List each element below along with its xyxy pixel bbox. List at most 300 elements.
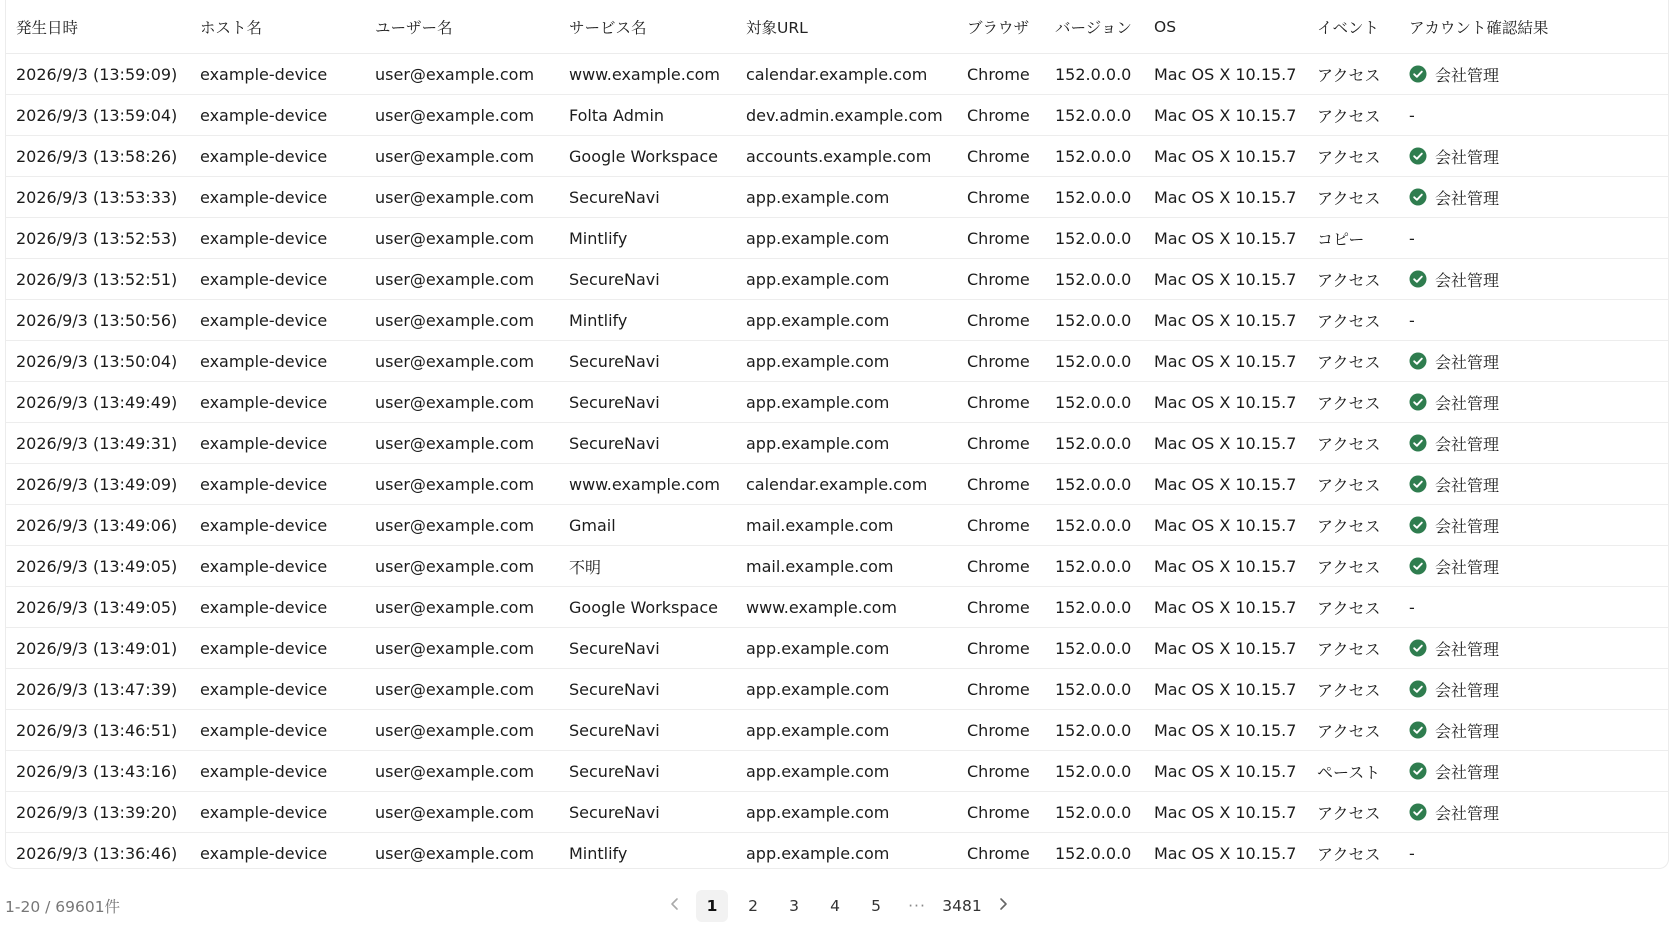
- cell-os: Mac OS X 10.15.7: [1144, 218, 1307, 259]
- account-result-label: 会社管理: [1435, 516, 1500, 536]
- column-header-url[interactable]: 対象URL: [736, 0, 957, 54]
- cell-occurred-at: 2026/9/3 (13:49:01): [6, 628, 190, 669]
- cell-version: 152.0.0.0: [1045, 136, 1144, 177]
- cell-account-result: [1399, 136, 1669, 177]
- check-circle-icon: [1409, 639, 1427, 657]
- account-result: [1409, 833, 1669, 869]
- cell-occurred-at: 2026/9/3 (13:59:09): [6, 54, 190, 95]
- cell-service: www.example.com: [559, 54, 736, 95]
- page-button-4[interactable]: 4: [830, 897, 840, 915]
- cell-occurred-at: 2026/9/3 (13:58:26): [6, 136, 190, 177]
- cell-url: app.example.com: [736, 341, 957, 382]
- cell-os: Mac OS X 10.15.7: [1144, 136, 1307, 177]
- table-row[interactable]: [6, 218, 1669, 259]
- cell-account-result: [1399, 628, 1669, 669]
- page-button-5[interactable]: 5: [871, 897, 881, 915]
- cell-event: アクセス: [1307, 423, 1399, 464]
- cell-os: Mac OS X 10.15.7: [1144, 95, 1307, 136]
- account-result-label: 会社管理: [1435, 803, 1500, 823]
- check-circle-icon: [1409, 680, 1427, 698]
- cell-host: example-device: [190, 177, 365, 218]
- cell-user: user@example.com: [365, 300, 559, 341]
- cell-url: app.example.com: [736, 300, 957, 341]
- cell-host: example-device: [190, 587, 365, 628]
- cell-browser: Chrome: [957, 300, 1045, 341]
- cell-os: Mac OS X 10.15.7: [1144, 546, 1307, 587]
- cell-event: アクセス: [1307, 505, 1399, 546]
- cell-version: 152.0.0.0: [1045, 218, 1144, 259]
- cell-url: app.example.com: [746, 843, 890, 863]
- page-button-3[interactable]: 3: [789, 897, 799, 915]
- cell-version: 152.0.0.0: [1045, 259, 1144, 300]
- cell-url: dev.admin.example.com: [736, 95, 957, 136]
- cell-host: example-device: [190, 341, 365, 382]
- cell-host: example-device: [190, 300, 365, 341]
- event-log-table-card: [5, 0, 1669, 869]
- cell-service: SecureNavi: [559, 177, 736, 218]
- cell-user: user@example.com: [365, 587, 559, 628]
- account-result-label: 会社管理: [1435, 721, 1500, 741]
- cell-user: user@example.com: [365, 751, 559, 792]
- cell-occurred-at: 2026/9/3 (13:49:49): [6, 382, 190, 423]
- cell-os: Mac OS X 10.15.7: [1144, 300, 1307, 341]
- cell-service: SecureNavi: [559, 669, 736, 710]
- cell-host: example-device: [190, 423, 365, 464]
- cell-service: SecureNavi: [559, 751, 736, 792]
- cell-occurred-at: 2026/9/3 (13:52:51): [6, 259, 190, 300]
- cell-event: アクセス: [1307, 464, 1399, 505]
- cell-version: 152.0.0.0: [1045, 505, 1144, 546]
- table-row[interactable]: [6, 423, 1669, 464]
- column-header-service[interactable]: サービス名: [559, 0, 736, 54]
- account-result: [1409, 587, 1669, 627]
- cell-os: Mac OS X 10.15.7: [1144, 382, 1307, 423]
- cell-url: app.example.com: [736, 177, 957, 218]
- account-result: [1409, 54, 1669, 94]
- cell-occurred-at: 2026/9/3 (13:49:06): [6, 505, 190, 546]
- cell-host: example-device: [190, 546, 365, 587]
- cell-occurred-at: 2026/9/3 (13:53:33): [6, 177, 190, 218]
- cell-event: アクセス: [1307, 259, 1399, 300]
- cell-occurred-at: 2026/9/3 (13:36:46): [16, 843, 178, 863]
- column-header-occurred-at[interactable]: 発生日時: [6, 0, 190, 54]
- table-row[interactable]: [6, 833, 1669, 870]
- page-ellipsis[interactable]: ···: [908, 897, 926, 915]
- cell-occurred-at: 2026/9/3 (13:49:05): [6, 546, 190, 587]
- page-button-last[interactable]: 3481: [942, 897, 982, 915]
- table-row[interactable]: [6, 54, 1669, 95]
- cell-browser: Chrome: [957, 218, 1045, 259]
- table-row[interactable]: [6, 95, 1669, 136]
- table-row[interactable]: [6, 546, 1669, 587]
- cell-user: user@example.com: [365, 464, 559, 505]
- cell-version: 152.0.0.0: [1045, 177, 1144, 218]
- cell-browser: Chrome: [957, 464, 1045, 505]
- cell-host: example-device: [190, 792, 365, 833]
- cell-browser: Chrome: [957, 505, 1045, 546]
- cell-service: Mintlify: [559, 300, 736, 341]
- account-result: [1409, 218, 1669, 258]
- account-result-label: 会社管理: [1435, 475, 1500, 495]
- cell-os: Mac OS X 10.15.7: [1144, 628, 1307, 669]
- account-result-label: -: [1409, 310, 1415, 330]
- cell-version: 152.0.0.0: [1045, 751, 1144, 792]
- cell-event: アクセス: [1307, 628, 1399, 669]
- account-result-label: 会社管理: [1435, 557, 1500, 577]
- cell-os: Mac OS X 10.15.7: [1144, 54, 1307, 95]
- cell-service: SecureNavi: [559, 341, 736, 382]
- table-row[interactable]: [6, 751, 1669, 792]
- cell-user: user@example.com: [365, 546, 559, 587]
- cell-account-result: [1399, 792, 1669, 833]
- cell-event: アクセス: [1307, 382, 1399, 423]
- account-result: [1409, 136, 1669, 176]
- table-row[interactable]: [6, 710, 1669, 751]
- table-row[interactable]: [6, 464, 1669, 505]
- check-circle-icon: [1409, 475, 1427, 493]
- check-circle-icon: [1409, 352, 1427, 370]
- cell-occurred-at: 2026/9/3 (13:43:16): [6, 751, 190, 792]
- cell-os: Mac OS X 10.15.7: [1144, 587, 1307, 628]
- cell-url: app.example.com: [736, 710, 957, 751]
- cell-occurred-at: 2026/9/3 (13:49:09): [6, 464, 190, 505]
- column-header-host[interactable]: ホスト名: [190, 0, 365, 54]
- account-result: [1409, 423, 1669, 463]
- cell-url: mail.example.com: [736, 546, 957, 587]
- cell-host: example-device: [190, 628, 365, 669]
- cell-event: アクセス: [1307, 546, 1399, 587]
- cell-version: 152.0.0.0: [1045, 669, 1144, 710]
- account-result-label: -: [1409, 597, 1415, 617]
- account-result-label: -: [1409, 105, 1415, 125]
- table-body: [6, 54, 1669, 870]
- cell-browser: Chrome: [957, 751, 1045, 792]
- cell-service: Google Workspace: [559, 587, 736, 628]
- cell-event: アクセス: [1307, 54, 1399, 95]
- cell-host: example-device: [190, 218, 365, 259]
- cell-url: www.example.com: [736, 587, 957, 628]
- cell-account-result: [1399, 300, 1669, 341]
- event-log-table: [6, 0, 1669, 869]
- check-circle-icon: [1409, 434, 1427, 452]
- cell-account-result: [1399, 382, 1669, 423]
- account-result-label: 会社管理: [1435, 434, 1500, 454]
- cell-host: example-device: [190, 54, 365, 95]
- check-circle-icon: [1409, 721, 1427, 739]
- cell-host: example-device: [190, 95, 365, 136]
- cell-account-result: [1399, 587, 1669, 628]
- cell-url: mail.example.com: [736, 505, 957, 546]
- cell-service: Google Workspace: [559, 136, 736, 177]
- cell-occurred-at: 2026/9/3 (13:46:51): [6, 710, 190, 751]
- cell-service: SecureNavi: [559, 710, 736, 751]
- cell-service: Folta Admin: [559, 95, 736, 136]
- cell-browser: Chrome: [967, 843, 1030, 863]
- cell-url: calendar.example.com: [736, 54, 957, 95]
- cell-url: app.example.com: [736, 259, 957, 300]
- cell-user: user@example.com: [365, 710, 559, 751]
- cell-url: app.example.com: [736, 382, 957, 423]
- cell-occurred-at: 2026/9/3 (13:49:05): [6, 587, 190, 628]
- account-result: [1409, 382, 1669, 422]
- cell-service: SecureNavi: [559, 628, 736, 669]
- cell-browser: Chrome: [957, 587, 1045, 628]
- cell-browser: Chrome: [957, 341, 1045, 382]
- check-circle-icon: [1409, 270, 1427, 288]
- cell-host: example-device: [200, 843, 328, 863]
- table-row[interactable]: [6, 136, 1669, 177]
- column-header-account-result[interactable]: アカウント確認結果: [1399, 0, 1669, 54]
- cell-account-result: [1399, 751, 1669, 792]
- cell-event: アクセス: [1307, 341, 1399, 382]
- cell-account-result: [1399, 218, 1669, 259]
- cell-version: 152.0.0.0: [1045, 300, 1144, 341]
- check-circle-icon: [1409, 762, 1427, 780]
- cell-os: Mac OS X 10.15.7: [1144, 464, 1307, 505]
- cell-account-result: [1399, 177, 1669, 218]
- cell-host: example-device: [190, 669, 365, 710]
- cell-event: アクセス: [1307, 300, 1399, 341]
- cell-service: 不明: [559, 546, 736, 587]
- cell-occurred-at: 2026/9/3 (13:52:53): [6, 218, 190, 259]
- account-result-label: 会社管理: [1435, 270, 1500, 290]
- cell-account-result: [1399, 54, 1669, 95]
- column-header-event[interactable]: イベント: [1307, 0, 1399, 54]
- cell-occurred-at: 2026/9/3 (13:59:04): [6, 95, 190, 136]
- account-result-label: 会社管理: [1435, 639, 1500, 659]
- cell-account-result: [1399, 710, 1669, 751]
- cell-user: user@example.com: [365, 669, 559, 710]
- cell-browser: Chrome: [957, 546, 1045, 587]
- account-result: [1409, 792, 1669, 832]
- cell-account-result: [1399, 505, 1669, 546]
- account-result-label: -: [1409, 228, 1415, 248]
- page-button-2[interactable]: 2: [748, 897, 758, 915]
- check-circle-icon: [1409, 393, 1427, 411]
- table-row[interactable]: [6, 792, 1669, 833]
- cell-version: 152.0.0.0: [1045, 546, 1144, 587]
- account-result-label: -: [1409, 843, 1415, 863]
- cell-service: Mintlify: [559, 218, 736, 259]
- column-header-os[interactable]: OS: [1144, 0, 1307, 54]
- cell-event: アクセス: [1307, 177, 1399, 218]
- table-row[interactable]: [6, 587, 1669, 628]
- check-circle-icon: [1409, 803, 1427, 821]
- cell-user: user@example.com: [365, 218, 559, 259]
- cell-url: app.example.com: [736, 669, 957, 710]
- account-result: [1409, 177, 1669, 217]
- check-circle-icon: [1409, 557, 1427, 575]
- cell-service: SecureNavi: [559, 382, 736, 423]
- cell-account-result: [1399, 546, 1669, 587]
- cell-user: user@example.com: [365, 259, 559, 300]
- cell-version: 152.0.0.0: [1045, 792, 1144, 833]
- cell-browser: Chrome: [957, 382, 1045, 423]
- account-result: [1409, 300, 1669, 340]
- cell-event: アクセス: [1317, 844, 1381, 864]
- cell-browser: Chrome: [957, 95, 1045, 136]
- cell-os: Mac OS X 10.15.7: [1144, 669, 1307, 710]
- cell-browser: Chrome: [957, 792, 1045, 833]
- cell-event: アクセス: [1307, 136, 1399, 177]
- cell-user: user@example.com: [365, 628, 559, 669]
- cell-occurred-at: 2026/9/3 (13:49:31): [6, 423, 190, 464]
- cell-browser: Chrome: [957, 710, 1045, 751]
- cell-service: Mintlify: [569, 843, 628, 863]
- account-result: [1409, 669, 1669, 709]
- table-row[interactable]: [6, 505, 1669, 546]
- cell-event: アクセス: [1307, 587, 1399, 628]
- account-result: [1409, 710, 1669, 750]
- cell-user: user@example.com: [365, 136, 559, 177]
- table-row[interactable]: [6, 177, 1669, 218]
- cell-service: Gmail: [559, 505, 736, 546]
- cell-host: example-device: [190, 259, 365, 300]
- cell-service: SecureNavi: [559, 259, 736, 300]
- column-header-browser[interactable]: ブラウザ: [957, 0, 1045, 54]
- cell-url: accounts.example.com: [736, 136, 957, 177]
- check-circle-icon: [1409, 188, 1427, 206]
- page-button-1[interactable]: 1: [696, 890, 728, 922]
- cell-os: Mac OS X 10.15.7: [1144, 792, 1307, 833]
- cell-account-result: [1399, 341, 1669, 382]
- cell-user: user@example.com: [365, 341, 559, 382]
- cell-os: Mac OS X 10.15.7: [1144, 423, 1307, 464]
- cell-url: app.example.com: [736, 628, 957, 669]
- account-result-label: 会社管理: [1435, 762, 1500, 782]
- cell-event: アクセス: [1307, 710, 1399, 751]
- cell-user: user@example.com: [365, 177, 559, 218]
- cell-browser: Chrome: [957, 669, 1045, 710]
- cell-os: Mac OS X 10.15.7: [1144, 751, 1307, 792]
- cell-url: calendar.example.com: [736, 464, 957, 505]
- cell-host: example-device: [190, 382, 365, 423]
- account-result-label: 会社管理: [1435, 680, 1500, 700]
- cell-os: Mac OS X 10.15.7: [1144, 259, 1307, 300]
- account-result: [1409, 546, 1669, 586]
- cell-version: 152.0.0.0: [1045, 628, 1144, 669]
- cell-version: 152.0.0.0: [1045, 382, 1144, 423]
- cell-version: 152.0.0.0: [1045, 587, 1144, 628]
- cell-host: example-device: [190, 505, 365, 546]
- chevron-left-icon[interactable]: [663, 890, 687, 922]
- account-result: [1409, 341, 1669, 381]
- table-row[interactable]: [6, 669, 1669, 710]
- account-result-label: 会社管理: [1435, 188, 1500, 208]
- table-row[interactable]: [6, 341, 1669, 382]
- cell-browser: Chrome: [957, 259, 1045, 300]
- pagination: [663, 886, 1024, 926]
- cell-occurred-at: 2026/9/3 (13:50:56): [6, 300, 190, 341]
- cell-version: 152.0.0.0: [1045, 464, 1144, 505]
- cell-os: Mac OS X 10.15.7: [1144, 505, 1307, 546]
- cell-version: 152.0.0.0: [1045, 423, 1144, 464]
- cell-url: app.example.com: [736, 792, 957, 833]
- chevron-right-icon[interactable]: [991, 890, 1015, 922]
- cell-browser: Chrome: [957, 136, 1045, 177]
- cell-browser: Chrome: [957, 628, 1045, 669]
- cell-version: 152.0.0.0: [1055, 843, 1132, 863]
- cell-account-result: [1399, 669, 1669, 710]
- account-result: [1409, 751, 1669, 791]
- account-result: [1409, 464, 1669, 504]
- cell-service: SecureNavi: [559, 423, 736, 464]
- cell-user: user@example.com: [365, 95, 559, 136]
- account-result: [1409, 505, 1669, 545]
- cell-os: Mac OS X 10.15.7: [1144, 177, 1307, 218]
- table-row[interactable]: [6, 628, 1669, 669]
- table-header-row: [6, 0, 1669, 54]
- cell-browser: Chrome: [957, 54, 1045, 95]
- cell-account-result: [1399, 464, 1669, 505]
- cell-account-result: [1399, 423, 1669, 464]
- cell-os: Mac OS X 10.15.7: [1144, 710, 1307, 751]
- cell-event: コピー: [1307, 218, 1399, 259]
- account-result-label: 会社管理: [1435, 147, 1500, 167]
- cell-host: example-device: [190, 464, 365, 505]
- column-header-user[interactable]: ユーザー名: [365, 0, 559, 54]
- account-result: [1409, 628, 1669, 668]
- cell-service: SecureNavi: [559, 792, 736, 833]
- account-result-label: 会社管理: [1435, 393, 1500, 413]
- check-circle-icon: [1409, 147, 1427, 165]
- cell-host: example-device: [190, 710, 365, 751]
- cell-version: 152.0.0.0: [1045, 54, 1144, 95]
- cell-browser: Chrome: [957, 177, 1045, 218]
- cell-os: Mac OS X 10.15.7: [1154, 843, 1297, 863]
- cell-event: ペースト: [1307, 751, 1399, 792]
- cell-user: user@example.com: [365, 505, 559, 546]
- check-circle-icon: [1409, 65, 1427, 83]
- cell-host: example-device: [190, 751, 365, 792]
- cell-event: アクセス: [1307, 95, 1399, 136]
- check-circle-icon: [1409, 516, 1427, 534]
- cell-url: app.example.com: [736, 218, 957, 259]
- cell-account-result: [1399, 95, 1669, 136]
- cell-url: app.example.com: [736, 423, 957, 464]
- account-result-label: 会社管理: [1435, 65, 1500, 85]
- cell-occurred-at: 2026/9/3 (13:39:20): [6, 792, 190, 833]
- cell-user: user@example.com: [365, 792, 559, 833]
- cell-os: Mac OS X 10.15.7: [1144, 341, 1307, 382]
- column-header-version[interactable]: バージョン: [1045, 0, 1144, 54]
- account-result: [1409, 95, 1669, 135]
- cell-user: user@example.com: [375, 843, 535, 863]
- cell-event: アクセス: [1307, 792, 1399, 833]
- cell-user: user@example.com: [365, 423, 559, 464]
- cell-host: example-device: [190, 136, 365, 177]
- table-row[interactable]: [6, 300, 1669, 341]
- cell-occurred-at: 2026/9/3 (13:47:39): [6, 669, 190, 710]
- cell-version: 152.0.0.0: [1045, 710, 1144, 751]
- cell-service: www.example.com: [559, 464, 736, 505]
- table-footer: [0, 886, 1672, 926]
- cell-browser: Chrome: [957, 423, 1045, 464]
- result-count: 1-20 / 69601件: [5, 898, 121, 916]
- account-result: [1409, 259, 1669, 299]
- cell-user: user@example.com: [365, 54, 559, 95]
- cell-account-result: [1399, 833, 1669, 870]
- account-result-label: 会社管理: [1435, 352, 1500, 372]
- cell-version: 152.0.0.0: [1045, 95, 1144, 136]
- cell-version: 152.0.0.0: [1045, 341, 1144, 382]
- cell-event: アクセス: [1307, 669, 1399, 710]
- cell-user: user@example.com: [365, 382, 559, 423]
- table-row[interactable]: [6, 259, 1669, 300]
- cell-url: app.example.com: [736, 751, 957, 792]
- cell-occurred-at: 2026/9/3 (13:50:04): [6, 341, 190, 382]
- table-row[interactable]: [6, 382, 1669, 423]
